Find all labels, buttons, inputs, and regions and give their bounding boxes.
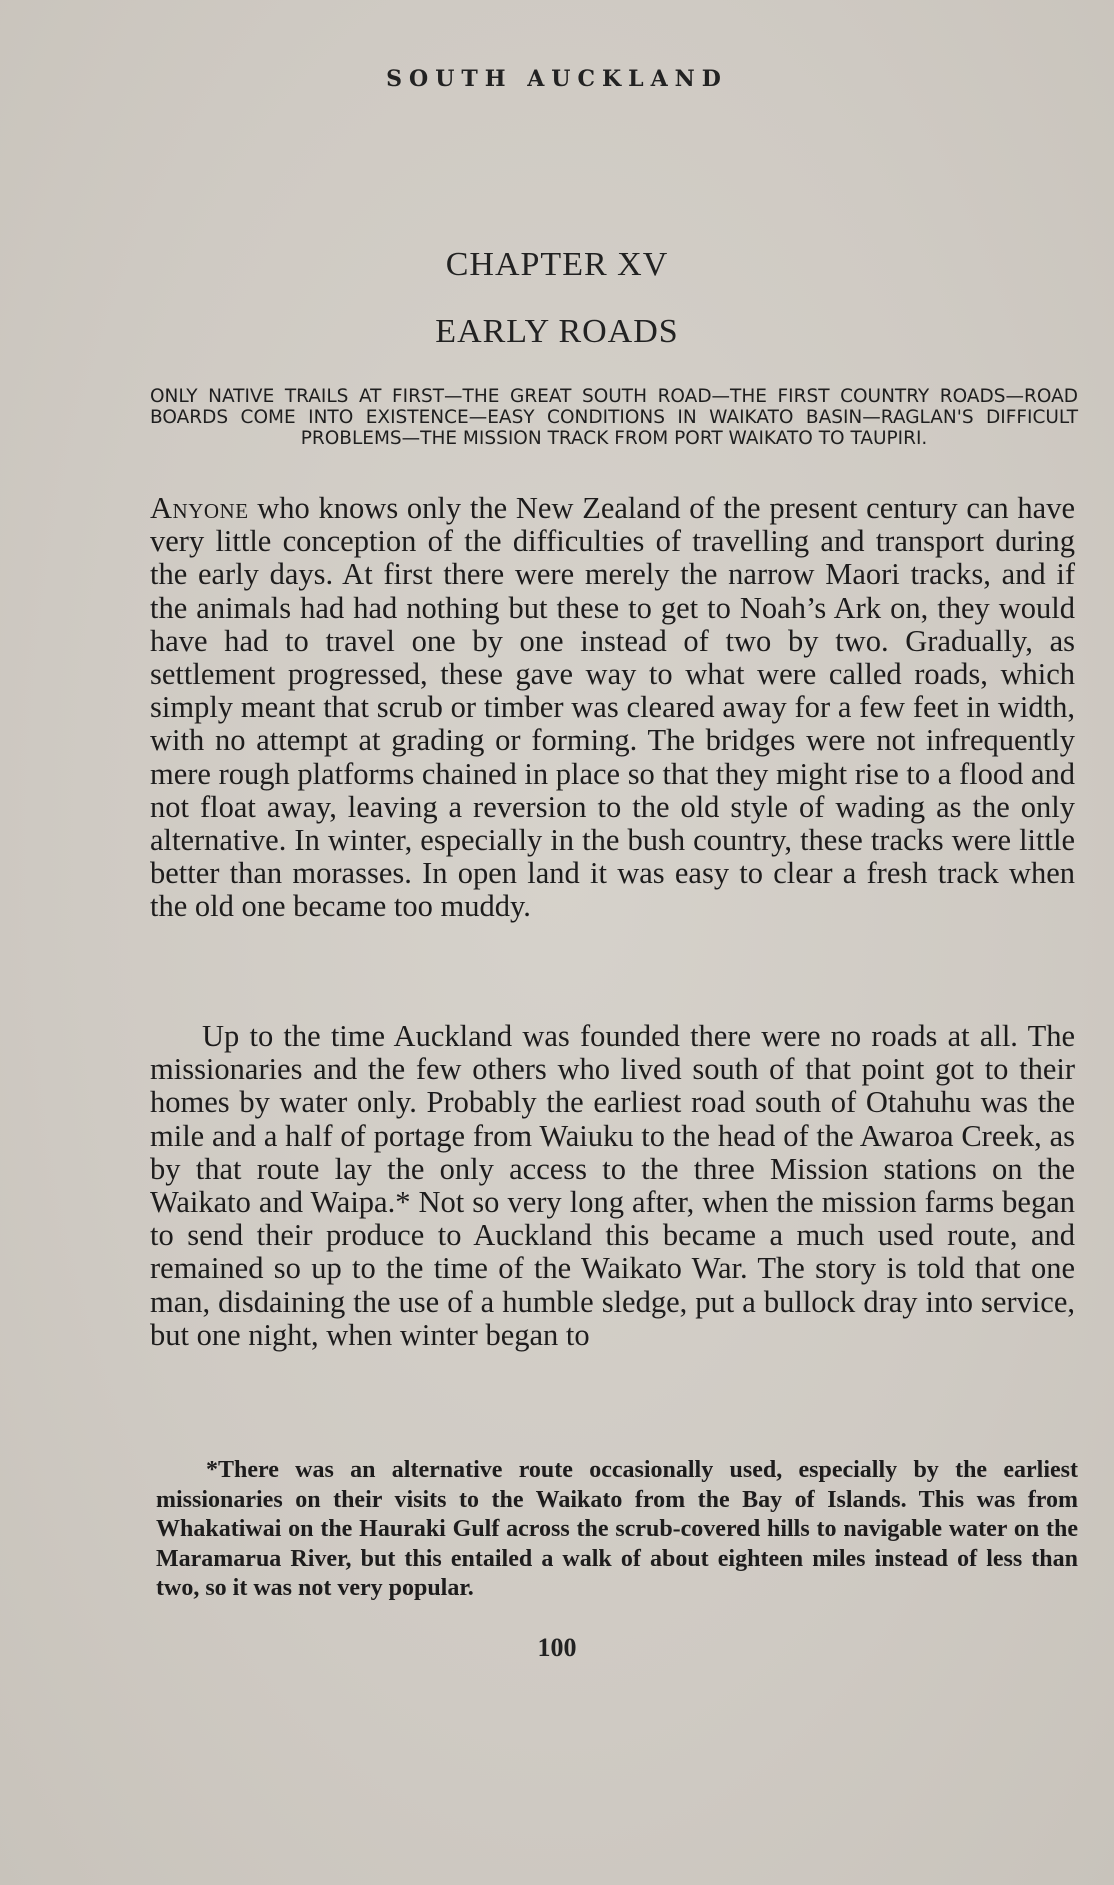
body-paragraph: Up to the time Auckland was founded there were no roads at all. The missionaries and the few others who lived south of that point got to their homes by water only. Probably the earliest road south of Otahuhu was the mile and a half of portage from Waiuku to the head of the Awaroa Creek, as by that route lay the only access to the three Mission stations on the Waikato and Waipa.* Not so very long after, when the mission farms began to send their produce to Auckland this became a much used route, and remained so up to the time of the Waikato War. The story is told that one man, disdaining the use of a humble sledge, put a bullock dray into service, but one night, when winter began to [150, 1019, 1075, 1352]
chapter-number: CHAPTER XV [445, 246, 669, 283]
paragraph-lead-word: Anyone [150, 491, 249, 525]
running-head: SOUTH AUCKLAND [386, 66, 728, 92]
footnote: *There was an alternative route occasionally used, especially by the earliest missionaries on their visits to the Waikato from the Bay of Islands. This was from Whakatiwai on the Hauraki Gulf across the scrub-covered hills to navigable water on the Maramarua River, but this entailed a walk of about eighteen miles instead of less than two, so it was not very popular. [156, 1457, 1078, 1601]
chapter-synopsis: ONLY NATIVE TRAILS AT FIRST—THE GREAT SOUTH ROAD—THE FIRST COUNTRY ROADS—ROAD BOARDS COME INTO EXISTENCE—EASY CONDITIONS IN WAIKATO BASIN—RAGLAN'S DIFFICULT PROBLEMS—THE MISSION TRACK FROM PORT WAIKATO TO TAUPIRI. [150, 386, 1078, 449]
page-number: 100 [537, 1633, 577, 1662]
body-paragraph [150, 492, 1075, 924]
chapter-title: EARLY ROADS [435, 313, 679, 350]
paragraph-text: who knows only the New Zealand of the present century can have very little conception of the difficulties of travelling and transport during the early days. At first there were merely the narrow Maori tracks, and if the animals had had nothing but these to get to Noah’s Ark on, they would have had to travel one by one instead of two by two. Gradually, as settlement progressed, these gave way to what were called roads, which simply meant that scrub or timber was cleared away for a few feet in width, with no attempt at grading or forming. The bridges were not infrequently mere rough platforms chained in place so that they might rise to a flood and not float away, leaving a reversion to the old style of wading as the only alternative. In winter, especially in the bush country, these tracks were little better than morasses. In open land it was easy to clear a fresh track when the old one became too muddy. [150, 491, 1075, 924]
